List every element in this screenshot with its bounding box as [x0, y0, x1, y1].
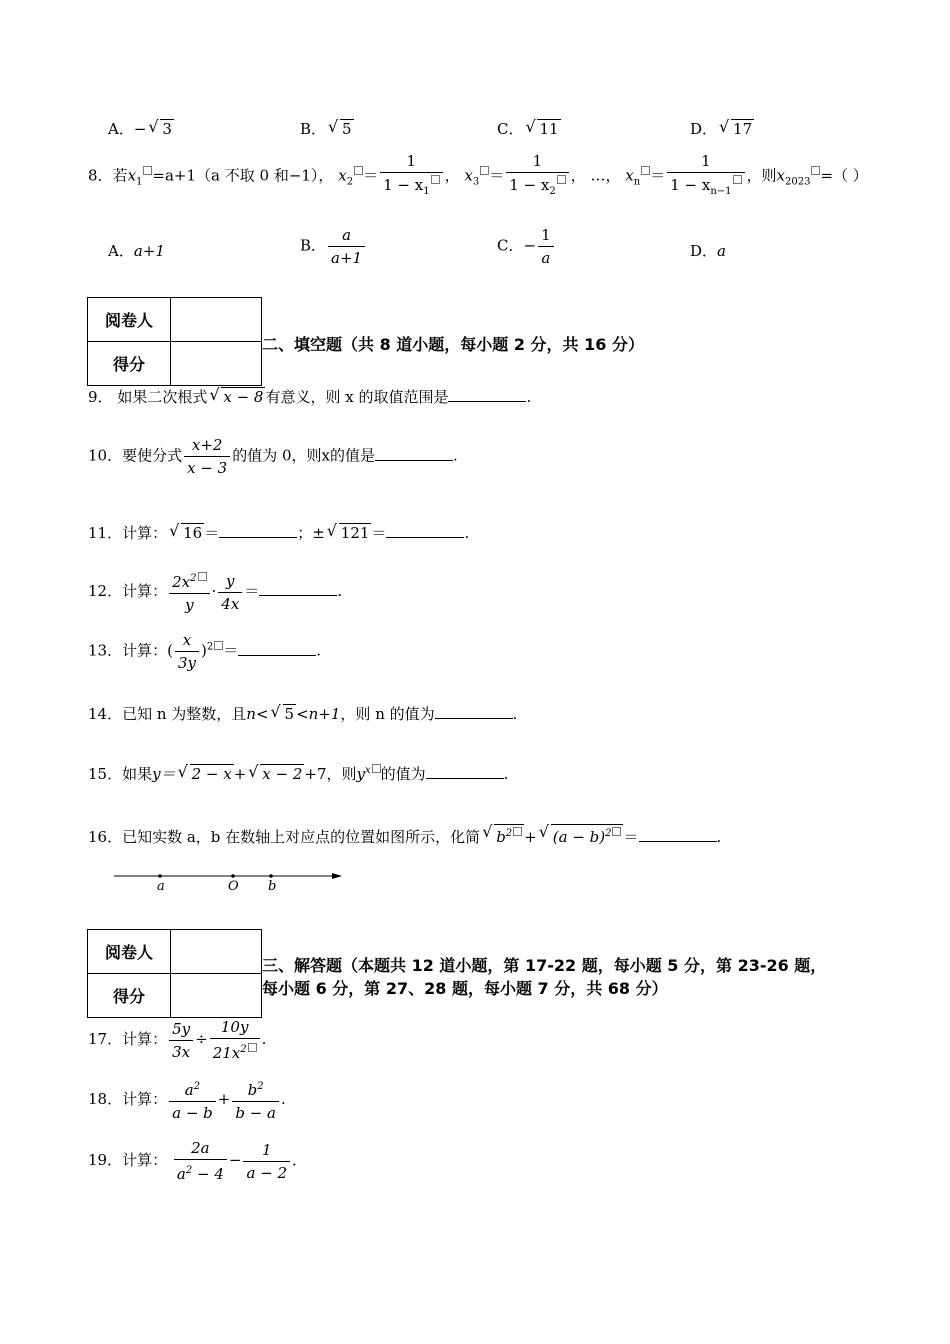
axis-arrow-icon	[332, 873, 342, 879]
answer-blank[interactable]	[639, 827, 717, 842]
question-11: 11．计算：√ 16 ＝ ；±√ 121 ＝ .	[88, 522, 469, 543]
section-3-title-line1: 三、解答题（本题共 12 道小题，第 17-22 题，每小题 5 分，第 23-26 题，	[262, 956, 827, 975]
answer-blank[interactable]	[448, 387, 526, 402]
answer-blank[interactable]	[375, 446, 453, 461]
grade-table-1	[87, 297, 262, 386]
question-13: 13．计算：( $\frac{x}{3y}$ )$^2$ ＝ .	[88, 631, 322, 672]
point-b	[269, 874, 273, 878]
axis-label-b: b	[268, 879, 277, 894]
score-cell[interactable]	[171, 974, 262, 1018]
question-9: 9． 如果二次根式√ x − 8 有意义，则 x 的取值范围是 .	[88, 386, 531, 407]
axis-label-a: a	[157, 879, 165, 894]
question-8: 8．若$x_1 =a+1(a$ 不取 0 和−1）， $x_2$ ＝ $\frac{1}{1 - x_1}$ ， $x_3$ ＝ $\frac{1}{1 - x_2}$ ， …， $x_n$ ＝ $\frac{1}{1 - x_{n-1}}$ ，则$x_{2023}$ =（ ）	[88, 152, 868, 197]
answer-blank[interactable]	[435, 704, 513, 719]
score-cell[interactable]	[171, 342, 262, 386]
point-a	[158, 874, 162, 878]
reviewer-cell[interactable]	[171, 930, 262, 974]
question-12: 12．计算： $\frac{2x^2}{y}$ · $\frac{y}{4x}$ ＝ .	[88, 571, 343, 614]
grade-table-2	[87, 929, 262, 1018]
question-19: 19．计算： $\frac{2a}{a^2 - 4}$ − $\frac{1}{a - 2}$ ．	[88, 1139, 308, 1183]
q7-option-a: A．−√ 3	[108, 118, 174, 139]
reviewer-cell[interactable]	[171, 298, 262, 342]
q8-option-c: C．− $\frac{1}{a}$	[497, 226, 556, 267]
question-18: 18．计算： $\frac{a^2}{a - b}$ + $\frac{b^2}{b - a}$ .	[88, 1078, 286, 1122]
answer-blank[interactable]	[219, 523, 297, 538]
q8-option-a: A．a+1	[108, 242, 165, 260]
question-14: 14．已知 n 为整数，且n<√ 5 <n+1，则 n 的值为 .	[88, 703, 517, 724]
question-15: 15．如果y＝√ 2 − x +√ x − 2 +7，则$y^x$ 的值为 .	[88, 763, 508, 784]
q7-option-b: B．√ 5	[300, 118, 354, 139]
score-label: 得分	[88, 342, 171, 386]
answer-blank[interactable]	[238, 641, 316, 656]
q7-option-d: D．√ 17	[690, 118, 754, 139]
answer-blank[interactable]	[426, 764, 504, 779]
section-2-title: 二、填空题（共 8 道小题，每小题 2 分，共 16 分）	[262, 335, 644, 354]
question-10: 10．要使分式 $\frac{x+2}{x - 3}$ 的值为 0，则x的值是 .	[88, 436, 458, 477]
point-o	[231, 874, 235, 878]
section-3-title-line2: 每小题 6 分，第 27、28 题，每小题 7 分，共 68 分）	[262, 979, 668, 998]
q7-option-c: C．√ 11	[497, 118, 561, 139]
score-label: 得分	[88, 974, 171, 1018]
reviewer-label: 阅卷人	[88, 930, 171, 974]
answer-blank[interactable]	[259, 581, 337, 596]
q8-option-d: D．a	[690, 242, 726, 260]
question-16: 16．已知实数 a，b 在数轴上对应点的位置如图所示，化简√ $b^2$ +√ $(a - b)^2$ ＝ .	[88, 824, 721, 847]
answer-blank[interactable]	[386, 523, 464, 538]
reviewer-label: 阅卷人	[88, 298, 171, 342]
question-17: 17．计算： $\frac{5y}{3x}$ ÷ $\frac{10y}{21x^2}$ .	[88, 1018, 267, 1062]
axis-label-o: O	[228, 879, 239, 894]
q8-option-b: B． $\frac{a}{a+1}$	[300, 226, 367, 267]
